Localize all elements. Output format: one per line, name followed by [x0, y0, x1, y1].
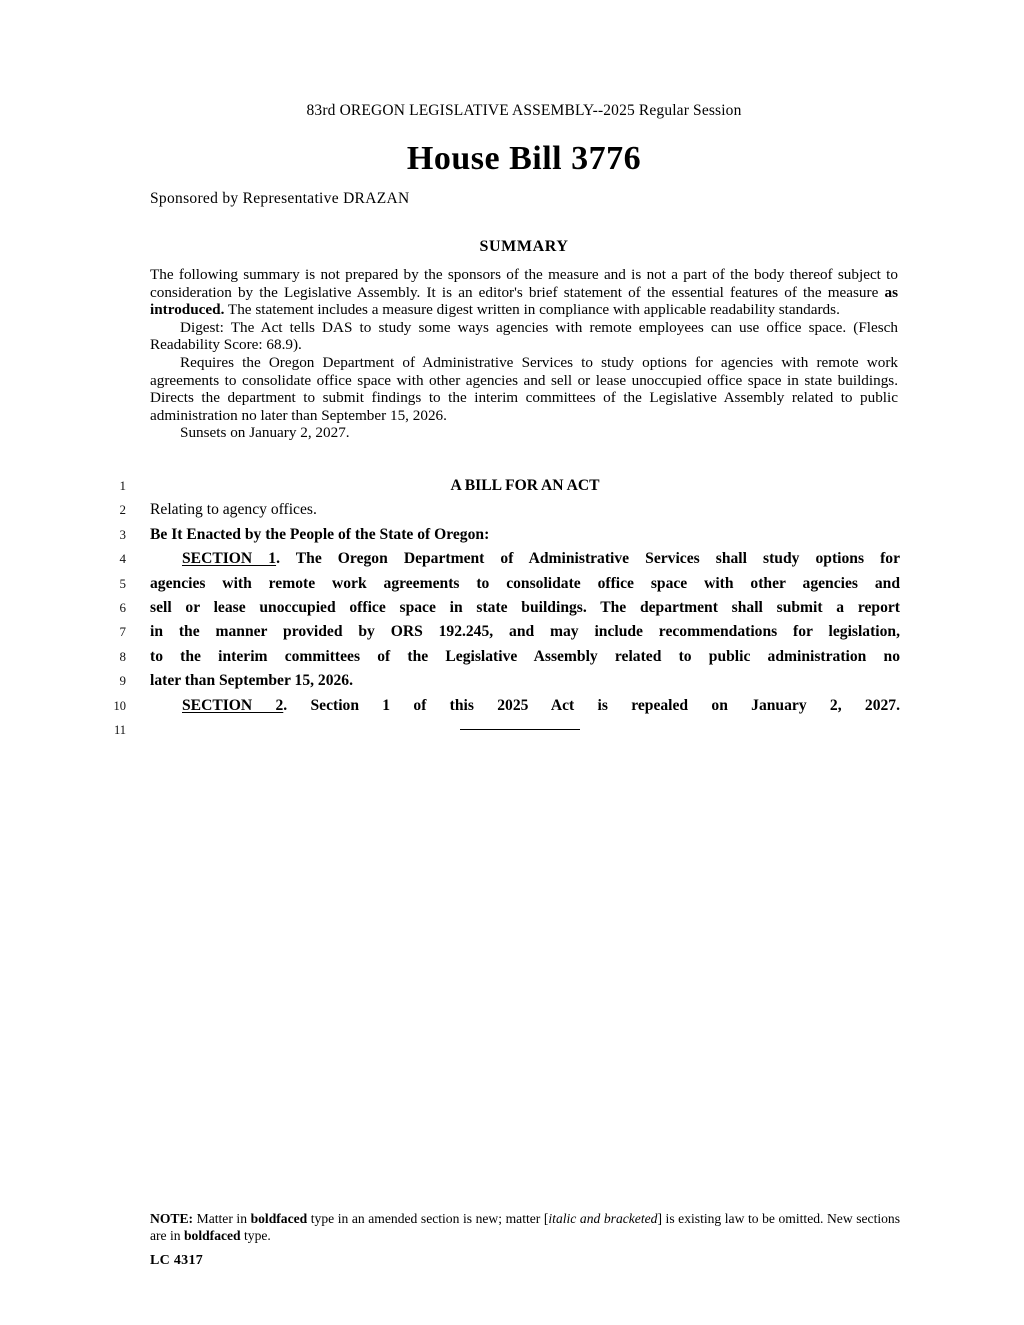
bill-line [0, 645, 1024, 669]
line-number: 5 [119, 575, 126, 591]
bill-line [0, 498, 1024, 522]
line-number: 8 [119, 648, 126, 664]
summary-sunsets-paragraph: Sunsets on January 2, 2027. [180, 424, 350, 442]
footer-note-text-d: type. [240, 1228, 271, 1243]
sponsor-line: Sponsored by Representative DRAZAN [150, 190, 410, 207]
lc-number: LC 4317 [150, 1253, 204, 1268]
bill-line [0, 474, 1024, 498]
line-number: 6 [119, 599, 126, 615]
bill-line [0, 669, 1024, 693]
line-number: 9 [119, 673, 126, 689]
line-number: 10 [113, 698, 126, 713]
bill-line-text: to the interim committees of the Legislative Assembly related to public administration no [150, 647, 900, 665]
section-label: SECTION 1 [182, 550, 277, 568]
summary-digest-paragraph: Digest: The Act tells DAS to study some ways agencies with remote employees can use office space. (Flesch Readability Score: 68.9). [150, 318, 898, 354]
bill-line [0, 718, 1024, 742]
assembly-session-line: 83rd OREGON LEGISLATIVE ASSEMBLY--2025 Regular Session [306, 102, 742, 119]
bill-line [0, 596, 1024, 620]
line-number: 3 [119, 526, 126, 542]
bill-line [0, 572, 1024, 596]
bill-line-text: later than September 15, 2026. [150, 672, 353, 690]
section-label: SECTION 2 [182, 696, 284, 714]
section-body-text: . The Oregon Department of Administrative Services shall study options for [276, 550, 901, 568]
bill-line-text: Be It Enacted by the People of the State of Oregon: [150, 525, 490, 543]
summary-disclaimer-emphasis: as introduced. [150, 283, 898, 319]
summary-requires-paragraph: Requires the Oregon Department of Administrative Services to study options for agencies with remote work agreements to consolidate office space with other agencies and sell or lease unoccupied office space in state buildings. Directs the department to submit findings to the interim committees of the Legislative Assembly related to public administration no later than September 15, 2026. [150, 353, 898, 424]
footer-note-paragraph [150, 1210, 900, 1244]
summary-heading: SUMMARY [479, 238, 569, 255]
line-number: 11 [113, 722, 126, 737]
footer-note-text-a: Matter in [193, 1211, 251, 1226]
section-body-text: . Section 1 of this 2025 Act is repealed on January 2, 2027. [283, 696, 900, 714]
bill-line [0, 694, 1024, 718]
footer-note-label: NOTE: [150, 1211, 194, 1226]
summary-disclaimer-part2: The statement includes a measure digest written in compliance with applicable readability standards. [224, 301, 840, 319]
footer-note-italic: italic and bracketed [548, 1211, 658, 1226]
bill-line [0, 523, 1024, 547]
bill-line-text: A BILL FOR AN ACT [450, 477, 600, 494]
footer-note-text-b: type in an amended section is new; matter [ [307, 1211, 549, 1226]
bill-line-text: agencies with remote work agreements to consolidate office space with other agencies and [150, 574, 900, 592]
bill-line-text: in the manner provided by ORS 192.245, and may include recommendations for legislation, [150, 623, 900, 641]
summary-block [150, 266, 898, 442]
section-divider-rule [460, 729, 580, 730]
summary-disclaimer-part1: The following summary is not prepared by the sponsors of the measure and is not a part of the body thereof subject to consideration by the Legislative Assembly. It is an editor's brief statement of the essential features of the measure [150, 266, 898, 301]
line-number: 4 [119, 551, 126, 567]
bill-line [0, 620, 1024, 644]
summary-disclaimer-paragraph [150, 266, 898, 319]
footer-note-bold-b: boldfaced [183, 1228, 241, 1243]
footer-note [150, 1210, 900, 1244]
line-number: 2 [119, 502, 126, 518]
footer-note-bold-a: boldfaced [250, 1211, 308, 1226]
bill-line-text: sell or lease unoccupied office space in state buildings. The department shall submit a report [150, 598, 900, 616]
bill-body [0, 474, 1024, 742]
line-number: 1 [119, 478, 126, 493]
bill-line-text: Relating to agency offices. [150, 501, 317, 519]
line-number: 7 [119, 624, 126, 640]
footer-note-text-c: ] is existing law to be omitted. New sections are in [150, 1211, 901, 1243]
page-title: House Bill 3776 [406, 140, 642, 177]
bill-line [0, 547, 1024, 571]
